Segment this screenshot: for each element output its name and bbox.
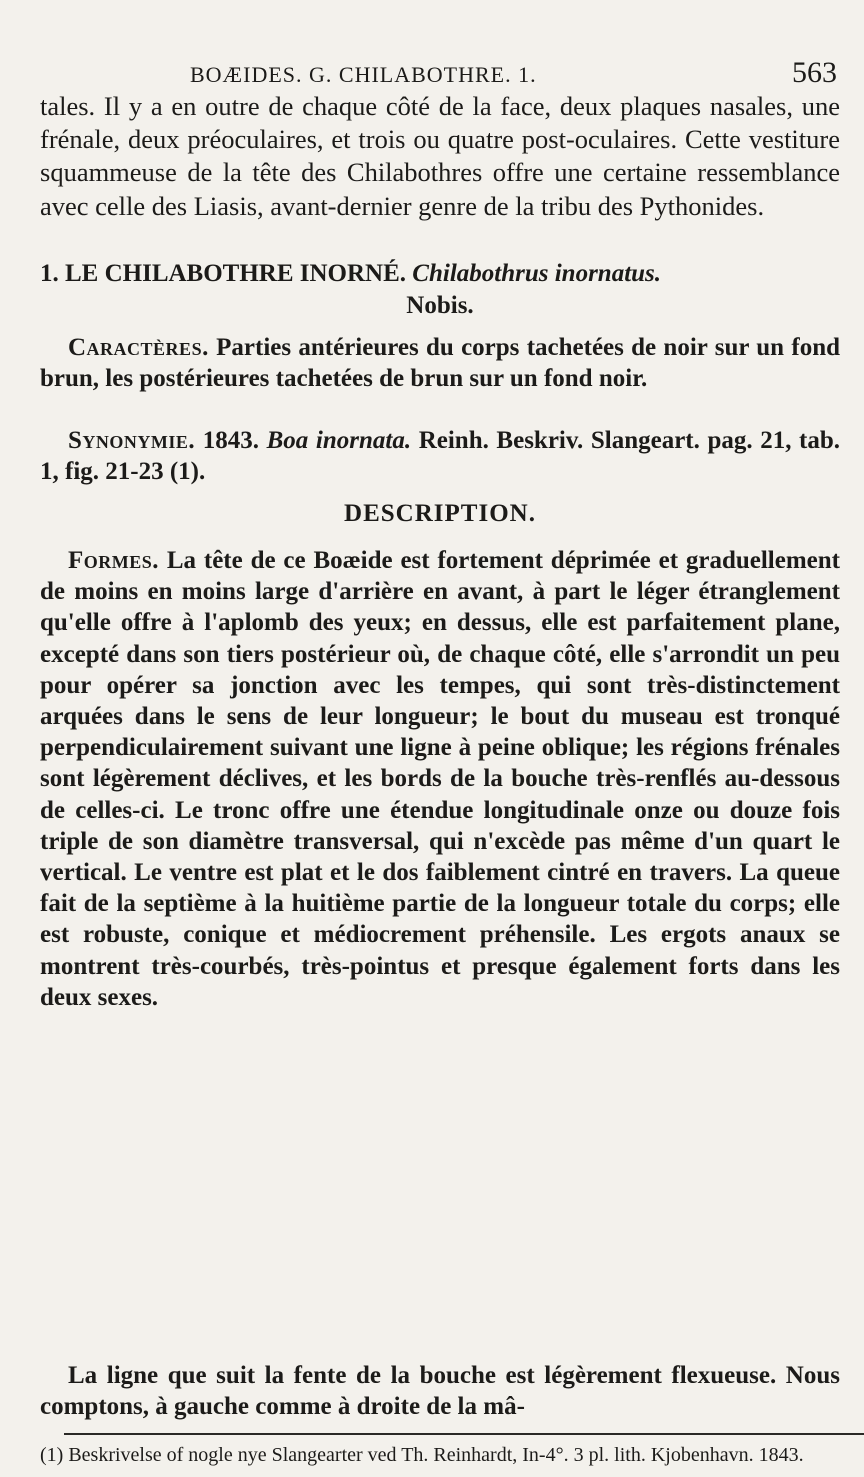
caracteres-text: Parties antérieures du corps tachetées de noir sur un fond brun, les postérieures tachetées de brun sur un fond noir.	[40, 334, 840, 393]
species-name: LE CHILABOTHRE INORNÉ.	[65, 260, 407, 287]
species-latin-name: Chilabothrus inornatus.	[412, 260, 662, 287]
synonymie-label: Synonymie.	[68, 427, 196, 454]
intro-paragraph: tales. Il y a en outre de chaque côté de la face, deux plaques nasales, une frénale, deux préoculaires, et trois ou quatre post-oculaires. Cette vestiture squammeuse de la tête des Chilabothres offre une certaine ressemblance avec celle des Liasis, avant-dernier genre de la tribu des Pythonides.	[40, 91, 840, 221]
footnote	[40, 1442, 840, 1468]
intro-block	[40, 90, 840, 223]
description-heading-block	[40, 500, 840, 528]
caracteres-paragraph	[40, 332, 840, 394]
synonymie-paragraph	[40, 425, 840, 487]
synonymie-name: Boa inornata.	[266, 427, 412, 454]
description-heading: DESCRIPTION.	[344, 500, 536, 527]
formes-block	[40, 545, 840, 1013]
species-title	[40, 258, 840, 290]
species-author: Nobis.	[406, 292, 474, 319]
footnote-marker: (1)	[40, 1444, 64, 1466]
caracteres-block	[40, 332, 840, 394]
species-heading	[40, 258, 840, 322]
final-paragraph: La ligne que suit la fente de la bouche est légèrement flexueuse. Nous comptons, à gauche comme à droite de la mâ-	[40, 1362, 840, 1421]
footnote-text: Beskrivelse of nogle nye Slangearter ved Th. Reinhardt, In-4°. 3 pl. lith. Kjobenhavn. 1843.	[68, 1444, 804, 1466]
running-header: BOÆIDES. G. CHILABOTHRE. 1.	[190, 62, 537, 87]
synonymie-block	[40, 425, 840, 487]
footnote-rule	[64, 1433, 864, 1435]
caracteres-label: Caractères.	[68, 334, 209, 361]
synonymie-year: 1843.	[202, 427, 260, 454]
formes-label: Formes.	[68, 547, 160, 574]
synonymie-text: Reinh. Beskriv. Slangeart. pag. 21, tab. 1, fig. 21-23 (1).	[40, 427, 841, 486]
formes-text: La tête de ce Boæide est fortement déprimée et graduellement de moins en moins large d'arrière en avant, à part le léger étranglement qu'elle offre à l'aplomb des yeux; en dessus, elle est parfaitement plane, excepté dans son tiers postérieur où, de chaque côté, elle s'arrondit un peu pour opérer sa jonction avec les tempes, qui sont très-distinctement arquées dans le sens de leur longueur; le bout du museau est tronqué perpendiculairement suivant une ligne à peine oblique; les régions frénales sont légèrement déclives, et les bords de la bouche très-renflés au-dessous de celles-ci. Le tronc offre une étendue longitudinale onze ou douze fois triple de son diamètre transversal, qui n'excède pas même d'un quart le vertical. Le ventre est plat et le dos faiblement cintré en travers. La queue fait de la septième à la huitième partie de la longueur totale du corps; elle est robuste, conique et médiocrement préhensile. Les ergots anaux se montrent très-courbés, très-pointus et presque également forts dans les deux sexes.	[40, 547, 840, 1011]
formes-paragraph	[40, 545, 840, 1013]
page-number: 563	[792, 56, 837, 89]
species-number: 1.	[40, 260, 59, 287]
final-block	[40, 1360, 840, 1422]
